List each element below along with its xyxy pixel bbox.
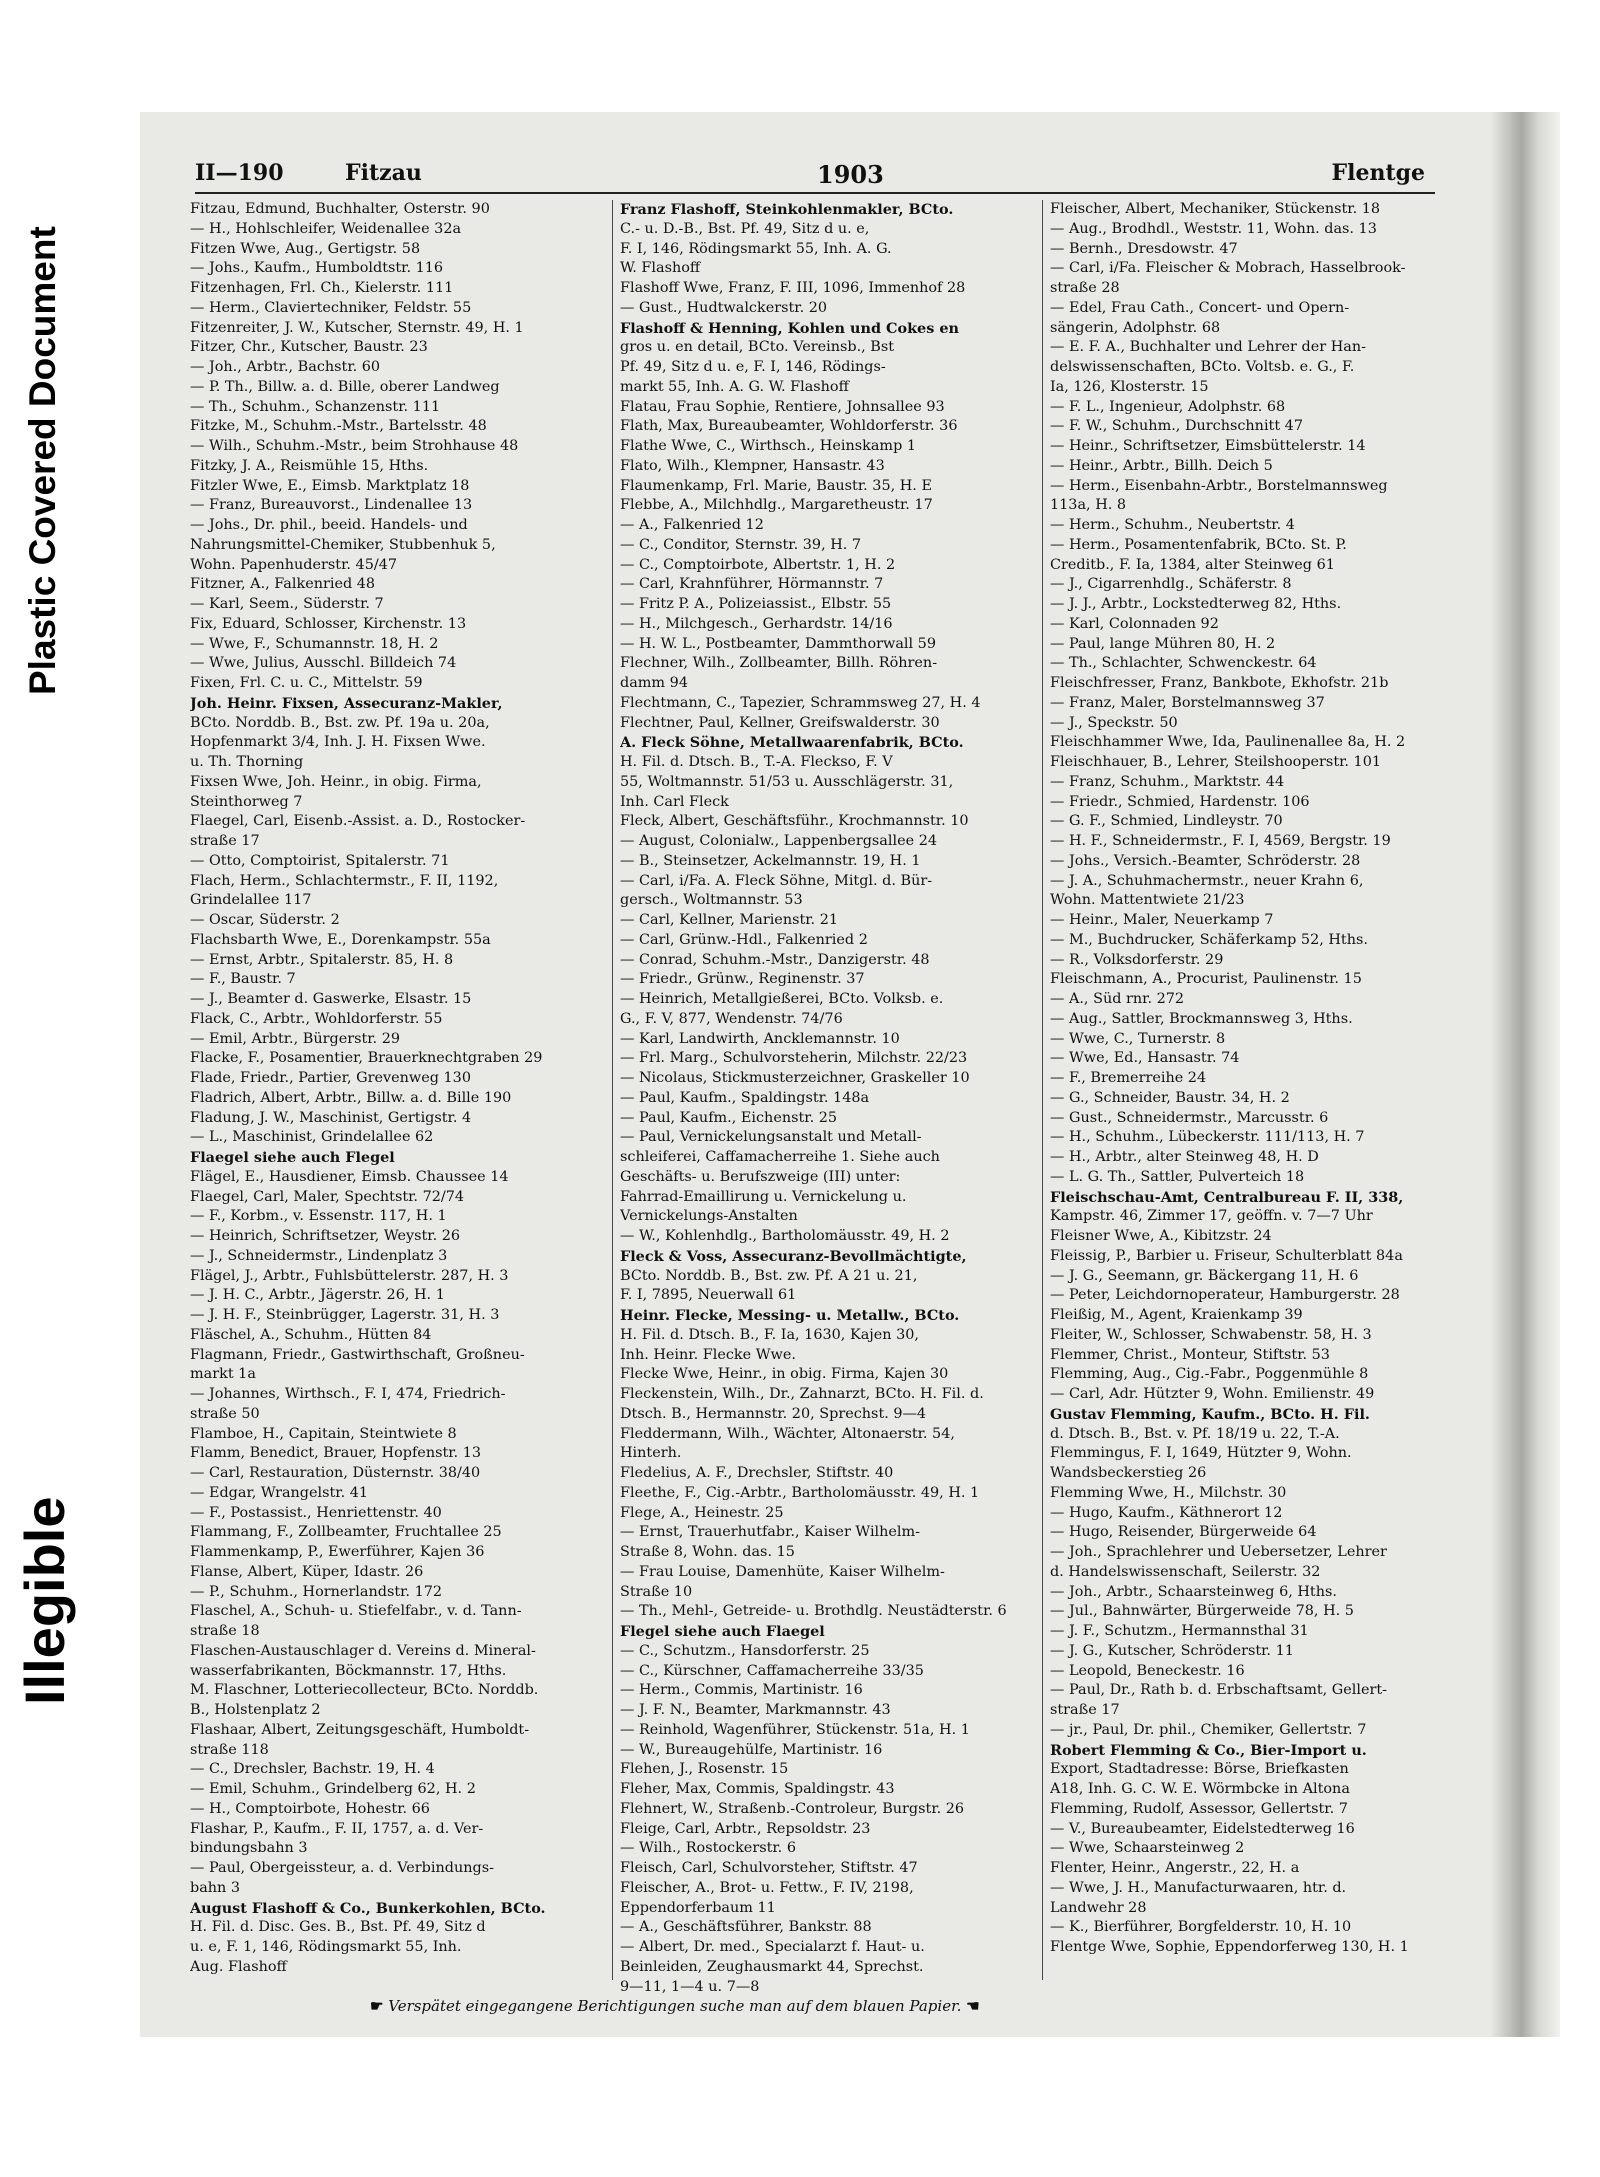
directory-entry: — Reinhold, Wagenführer, Stückenstr. 51a, H. 1 <box>620 1721 970 1738</box>
directory-entry: — C., Kürschner, Caffamacherreihe 33/35 <box>620 1662 924 1679</box>
directory-entry: — Wwe, C., Turnerstr. 8 <box>1050 1030 1226 1047</box>
directory-entry: — Jul., Bahnwärter, Bürgerweide 78, H. 5 <box>1050 1603 1354 1620</box>
directory-entry: Vernickelungs-Anstalten <box>620 1208 798 1225</box>
directory-entry: — J. F., Schutzm., Hermannsthal 31 <box>1050 1623 1309 1639</box>
directory-entry: Flashaar, Albert, Zeitungsgeschäft, Humboldt- <box>190 1721 530 1738</box>
directory-entry: gros u. en detail, BCto. Vereinsb., Bst <box>620 339 895 356</box>
directory-entry: — H., Schuhm., Lübeckerstr. 111/113, H. 7 <box>1050 1129 1365 1146</box>
directory-entry: Fitzenreiter, J. W., Kutscher, Sternstr. 49, H. 1 <box>190 319 524 336</box>
directory-page <box>140 112 1560 2037</box>
directory-entry: — Conrad, Schuhm.-Mstr., Danzigerstr. 48 <box>620 951 930 968</box>
directory-entry: Flagmann, Friedr., Gastwirthschaft, Großneu- <box>190 1346 525 1363</box>
directory-entry: Joh. Heinr. Fixsen, Assecuranz-Makler, <box>190 694 503 712</box>
directory-entry: — Carl, Adr. Hützter 9, Wohn. Emilienstr. 49 <box>1050 1386 1375 1402</box>
directory-entry: straße 17 <box>1050 1702 1120 1718</box>
directory-entry: bindungsbahn 3 <box>190 1840 308 1857</box>
directory-entry: Fitzner, A., Falkenried 48 <box>190 576 376 593</box>
directory-entry: — Bernh., Dresdowstr. 47 <box>1050 240 1238 257</box>
directory-entry: Flashoff Wwe, Franz, F. III, 1096, Immenhof 28 <box>620 280 966 296</box>
directory-entry: — Johannes, Wirthsch., F. I, 474, Friedrich- <box>190 1386 506 1402</box>
directory-entry: — Wwe, F., Schumannstr. 18, H. 2 <box>190 635 439 652</box>
directory-entry: Flemming, Aug., Cig.-Fabr., Poggenmühle 8 <box>1050 1366 1369 1383</box>
directory-entry: gersch., Woltmannstr. 53 <box>620 892 803 909</box>
directory-entry: — Franz, Bureauvorst., Lindenallee 13 <box>190 497 473 514</box>
directory-entry: — Oscar, Süderstr. 2 <box>190 912 340 928</box>
directory-entry: Flemming, Rudolf, Assessor, Gellertstr. 7 <box>1050 1800 1348 1817</box>
footer-notice <box>370 1997 1320 2015</box>
directory-entry: — Carl, Kellner, Marienstr. 21 <box>620 912 839 928</box>
directory-entry: Fitzer, Chr., Kutscher, Baustr. 23 <box>190 339 428 356</box>
directory-entry: — Wwe, Julius, Ausschl. Billdeich 74 <box>190 655 457 672</box>
column-3 <box>1050 200 1468 2000</box>
directory-entry: Flechner, Wilh., Zollbeamter, Billh. Röhren- <box>620 655 938 672</box>
directory-entry: Fleischer, Albert, Mechaniker, Stückenstr. 18 <box>1050 201 1381 217</box>
illegible-label: Illegible <box>13 1496 76 1705</box>
directory-entry: — A., Geschäftsführer, Bankstr. 88 <box>620 1919 872 1936</box>
directory-entry: — Heinrich, Schriftsetzer, Weystr. 26 <box>190 1228 461 1244</box>
directory-entry: Straße 10 <box>620 1583 693 1600</box>
directory-entry: — Aug., Brodhdl., Weststr. 11, Wohn. das. 13 <box>1050 220 1377 237</box>
directory-entry: — J. G., Seemann, gr. Bäckergang 11, H. 6 <box>1050 1267 1359 1284</box>
directory-entry: — Paul, Kaufm., Spaldingstr. 148a <box>620 1089 870 1106</box>
directory-entry: Franz Flashoff, Steinkohlenmakler, BCto. <box>620 201 954 218</box>
directory-entry: Fledelius, A. F., Drechsler, Stiftstr. 40 <box>620 1465 894 1481</box>
directory-entry: — F., Baustr. 7 <box>190 971 296 988</box>
directory-entry: — J. H. C., Arbtr., Jägerstr. 26, H. 1 <box>190 1287 445 1304</box>
directory-entry: Flashar, P., Kaufm., F. II, 1757, a. d. Ver- <box>190 1820 484 1837</box>
directory-entry: — Paul, Dr., Rath b. d. Erbschaftsamt, Gellert- <box>1050 1682 1388 1699</box>
directory-entry: Flebbe, A., Milchhdlg., Margaretheustr. 17 <box>620 497 933 514</box>
directory-entry: 113a, H. 8 <box>1050 497 1127 514</box>
directory-entry: — Fritz P. A., Polizeiassist., Elbstr. 55 <box>620 596 892 612</box>
directory-entry: wasserfabrikanten, Böckmannstr. 17, Hths. <box>190 1662 507 1679</box>
directory-entry: — R., Volksdorferstr. 29 <box>1050 951 1224 968</box>
directory-entry: — Carl, Restauration, Düsternstr. 38/40 <box>190 1465 481 1481</box>
directory-entry: Nahrungsmittel-Chemiker, Stubbenhuk 5, <box>190 536 496 553</box>
directory-entry: — H. F., Schneidermstr., F. I, 4569, Bergstr. 19 <box>1050 833 1391 849</box>
directory-entry: Inh. Heinr. Flecke Wwe. <box>620 1346 796 1363</box>
pointing-hand-icon: ☛ <box>370 1997 384 2015</box>
directory-entry: — Gust., Hudtwalckerstr. 20 <box>620 299 828 316</box>
directory-entry: markt 1a <box>190 1366 256 1383</box>
directory-entry: — A., Süd rnr. 272 <box>1050 991 1185 1007</box>
directory-entry: H. Fil. d. Dtsch. B., F. Ia, 1630, Kajen 30, <box>620 1326 919 1343</box>
directory-entry: — Wilh., Rostockerstr. 6 <box>620 1840 796 1857</box>
directory-entry: — E. F. A., Buchhalter und Lehrer der Han- <box>1050 339 1366 356</box>
directory-entry: Flashoff & Henning, Kohlen und Cokes en <box>620 319 959 337</box>
directory-entry: schleiferei, Caffamacherreihe 1. Siehe auch <box>620 1149 940 1165</box>
column-1 <box>190 200 608 2000</box>
directory-entry: Flaschen-Austauschlager d. Vereins d. Mineral- <box>190 1642 536 1659</box>
directory-entry: — Aug., Sattler, Brockmannsweg 3, Hths. <box>1050 1010 1353 1027</box>
directory-entry: Fleissig, P., Barbier u. Friseur, Schulterblatt 84a <box>1050 1247 1403 1264</box>
directory-entry: — Frau Louise, Damenhüte, Kaiser Wilhelm- <box>620 1563 945 1580</box>
directory-entry: Kampstr. 46, Zimmer 17, geöffn. v. 7—7 Uhr <box>1050 1208 1373 1225</box>
column-divider <box>612 200 613 1980</box>
directory-entry: Straße 8, Wohn. das. 15 <box>620 1544 795 1560</box>
directory-entry: — J. F. N., Beamter, Markmannstr. 43 <box>620 1702 891 1718</box>
directory-entry: Fitzler Wwe, E., Eimsb. Marktplatz 18 <box>190 477 470 494</box>
directory-entry: — Paul, Obergeissteur, a. d. Verbindungs- <box>190 1860 494 1876</box>
directory-entry: — Edel, Frau Cath., Concert- und Opern- <box>1050 299 1350 316</box>
directory-entry: Flehen, J., Rosenstr. 15 <box>620 1761 789 1778</box>
directory-entry: Inh. Carl Fleck <box>620 793 729 810</box>
directory-entry: Flechtner, Paul, Kellner, Greifswalderstr. 30 <box>620 714 940 731</box>
directory-entry: Wandsbeckerstieg 26 <box>1050 1465 1207 1481</box>
directory-entry: — Edgar, Wrangelstr. 41 <box>190 1484 369 1501</box>
directory-entry: Fitzau, Edmund, Buchhalter, Osterstr. 90 <box>190 201 490 217</box>
directory-entry: — Otto, Comptoirist, Spitalerstr. 71 <box>190 852 450 869</box>
directory-entry: Fläschel, A., Schuhm., Hütten 84 <box>190 1326 432 1343</box>
directory-entry: straße 17 <box>190 833 260 849</box>
directory-entry: Fleisner Wwe, A., Kibitzstr. 24 <box>1050 1228 1272 1244</box>
directory-entry: — F., Postassist., Henriettenstr. 40 <box>190 1504 442 1521</box>
directory-entry: Fleiter, W., Schlosser, Schwabenstr. 58, H. 3 <box>1050 1326 1372 1343</box>
column-divider <box>1042 200 1043 1980</box>
directory-entry: — Peter, Leichdornoperateur, Hamburgerstr. 28 <box>1050 1287 1400 1304</box>
directory-entry: — Paul, Kaufm., Eichenstr. 25 <box>620 1109 838 1126</box>
directory-entry: Flaumenkamp, Frl. Marie, Baustr. 35, H. E <box>620 477 932 494</box>
directory-entry: — Karl, Colonnaden 92 <box>1050 615 1219 632</box>
page-number: II—190 <box>195 160 284 186</box>
directory-entry: Wohn. Mattentwiete 21/23 <box>1050 892 1245 909</box>
directory-entry: — C., Drechsler, Bachstr. 19, H. 4 <box>190 1761 435 1778</box>
directory-entry: — Th., Schlachter, Schwenckestr. 64 <box>1050 655 1317 672</box>
directory-entry: — B., Steinsetzer, Ackelmannstr. 19, H. 1 <box>620 852 921 869</box>
directory-entry: — J., Beamter d. Gaswerke, Elsastr. 15 <box>190 991 472 1007</box>
directory-entry: — H. W. L., Postbeamter, Dammthorwall 59 <box>620 635 936 652</box>
directory-entry: — F., Korbm., v. Essenstr. 117, H. 1 <box>190 1208 447 1225</box>
directory-entry: Fitzke, M., Schuhm.-Mstr., Bartelsstr. 48 <box>190 418 487 435</box>
directory-entry: — Friedr., Schmied, Hardenstr. 106 <box>1050 793 1310 810</box>
directory-entry: Creditb., F. Ia, 1384, alter Steinweg 61 <box>1050 556 1335 573</box>
directory-entry: straße 18 <box>190 1623 260 1639</box>
directory-entry: Flammang, F., Zollbeamter, Fruchtallee 25 <box>190 1524 502 1541</box>
directory-entry: — L. G. Th., Sattler, Pulverteich 18 <box>1050 1168 1305 1185</box>
directory-entry: Heinr. Flecke, Messing- u. Metallw., BCto. <box>620 1307 960 1324</box>
directory-entry: — F., Bremerreihe 24 <box>1050 1070 1207 1086</box>
running-header <box>195 156 1425 192</box>
directory-entry: — H., Arbtr., alter Steinweg 48, H. D <box>1050 1149 1319 1165</box>
directory-entry: — Nicolaus, Stickmusterzeichner, Graskeller 10 <box>620 1070 970 1086</box>
directory-entry: — Herm., Claviertechniker, Feldstr. 55 <box>190 299 472 316</box>
directory-entry: — Herm., Posamentenfabrik, BCto. St. P. <box>1050 536 1347 553</box>
directory-entry: — Joh., Sprachlehrer und Uebersetzer, Lehrer <box>1050 1544 1387 1560</box>
directory-entry: straße 118 <box>190 1741 269 1758</box>
directory-entry: M. Flaschner, Lotteriecollecteur, BCto. Norddb. <box>190 1682 539 1699</box>
directory-entry: — Joh., Arbtr., Bachstr. 60 <box>190 359 381 375</box>
directory-entry: Flemmer, Christ., Monteur, Stiftstr. 53 <box>1050 1346 1330 1363</box>
directory-entry: Flaegel siehe auch Flegel <box>190 1149 395 1166</box>
directory-entry: — Franz, Maler, Borstelmannsweg 37 <box>1050 694 1325 711</box>
directory-entry: F. I, 146, Rödingsmarkt 55, Inh. A. G. <box>620 240 892 257</box>
directory-entry: Flatau, Frau Sophie, Rentiere, Johnsallee 93 <box>620 398 945 415</box>
directory-entry: W. Flashoff <box>620 260 701 277</box>
directory-entry: Robert Flemming & Co., Bier-Import u. <box>1050 1741 1367 1759</box>
directory-entry: — C., Schutzm., Hansdorferstr. 25 <box>620 1642 870 1659</box>
directory-entry: — J., Speckstr. 50 <box>1050 714 1178 731</box>
directory-entry: u. e, F. 1, 146, Rödingsmarkt 55, Inh. <box>190 1939 462 1955</box>
directory-entry: Flathe Wwe, C., Wirthsch., Heinskamp 1 <box>620 438 917 454</box>
directory-entry: markt 55, Inh. A. G. W. Flashoff <box>620 378 849 395</box>
directory-entry: — Hugo, Kaufm., Käthnerort 12 <box>1050 1504 1283 1521</box>
directory-entry: damm 94 <box>620 675 688 691</box>
directory-entry: — Paul, lange Mühren 80, H. 2 <box>1050 635 1276 652</box>
directory-entry: — August, Colonialw., Lappenbergsallee 24 <box>620 833 938 849</box>
directory-entry: Export, Stadtadresse: Börse, Briefkasten <box>1050 1761 1349 1778</box>
directory-entry: — K., Bierführer, Borgfelderstr. 10, H. 10 <box>1050 1919 1352 1936</box>
directory-entry: Fleck & Voss, Assecuranz-Bevollmächtigte, <box>620 1247 967 1265</box>
directory-entry: u. Th. Thorning <box>190 754 304 770</box>
directory-entry: Steinthorweg 7 <box>190 793 303 810</box>
directory-entry: Hinterh. <box>620 1445 682 1462</box>
directory-entry: A. Fleck Söhne, Metallwaarenfabrik, BCto. <box>620 734 964 752</box>
directory-entry: Flenter, Heinr., Angerstr., 22, H. a <box>1050 1860 1300 1876</box>
directory-entry: — P. Th., Billw. a. d. Bille, oberer Landweg <box>190 378 500 395</box>
directory-entry: — M., Buchdrucker, Schäferkamp 52, Hths. <box>1050 931 1368 948</box>
directory-entry: — Carl, i/Fa. A. Fleck Söhne, Mitgl. d. Bür- <box>620 872 933 889</box>
directory-entry: — G., Schneider, Baustr. 34, H. 2 <box>1050 1089 1290 1106</box>
directory-entry: Fladung, J. W., Maschinist, Gertigstr. 4 <box>190 1109 472 1126</box>
directory-entry: — G. F., Schmied, Lindleystr. 70 <box>1050 813 1283 830</box>
directory-entry: — Carl, Krahnführer, Hörmannstr. 7 <box>620 576 884 593</box>
scan-margin <box>0 0 140 2177</box>
directory-entry: Flachsbarth Wwe, E., Dorenkampstr. 55a <box>190 931 491 948</box>
directory-entry: Fleischmann, A., Procurist, Paulinenstr. 15 <box>1050 971 1362 988</box>
directory-entry: Flägel, J., Arbtr., Fuhlsbüttelerstr. 287, H. 3 <box>190 1267 509 1284</box>
directory-entry: F. I, 7895, Neuerwall 61 <box>620 1287 797 1304</box>
directory-entry: delswissenschaften, BCto. Voltsb. e. G., F. <box>1050 359 1355 375</box>
directory-entry: — Karl, Landwirth, Ancklemannstr. 10 <box>620 1030 900 1047</box>
directory-entry: 55, Woltmannstr. 51/53 u. Ausschlägerstr. 31, <box>620 773 954 790</box>
directory-entry: Flägel, E., Hausdiener, Eimsb. Chaussee 14 <box>190 1168 509 1185</box>
directory-entry: sängerin, Adolphstr. 68 <box>1050 319 1221 336</box>
directory-entry: Flamboe, H., Capitain, Steintwiete 8 <box>190 1425 457 1442</box>
directory-entry: Fahrrad-Emaillirung u. Vernickelung u. <box>620 1188 907 1205</box>
directory-entry: — Gust., Schneidermstr., Marcusstr. 6 <box>1050 1109 1329 1126</box>
directory-entry: — J. A., Schuhmachermstr., neuer Krahn 6, <box>1050 872 1364 889</box>
directory-entry: Fleischhammer Wwe, Ida, Paulinenallee 8a, H. 2 <box>1050 734 1406 751</box>
directory-entry: Fleethe, F., Cig.-Arbtr., Bartholomäusstr. 49, H. 1 <box>620 1484 980 1501</box>
directory-entry: — Carl, i/Fa. Fleischer & Mobrach, Hasselbrook- <box>1050 260 1406 277</box>
directory-entry: Flemmingus, F. I, 1649, Hützter 9, Wohn. <box>1050 1445 1352 1462</box>
directory-entry: — P., Schuhm., Hornerlandstr. 172 <box>190 1583 443 1600</box>
directory-entry: Flecke Wwe, Heinr., in obig. Firma, Kajen 30 <box>620 1366 949 1383</box>
directory-entry: — C., Conditor, Sternstr. 39, H. 7 <box>620 536 862 553</box>
directory-entry: — Leopold, Beneckestr. 16 <box>1050 1662 1245 1679</box>
directory-entry: — L., Maschinist, Grindelallee 62 <box>190 1129 434 1146</box>
directory-entry: 9—11, 1—4 u. 7—8 <box>620 1978 760 1995</box>
directory-entry: — C., Comptoirbote, Albertstr. 1, H. 2 <box>620 556 896 573</box>
directory-entry: Dtsch. B., Hermannstr. 20, Sprechst. 9—4 <box>620 1405 927 1422</box>
directory-entry: — jr., Paul, Dr. phil., Chemiker, Gellertstr. 7 <box>1050 1721 1367 1738</box>
directory-entry: — A., Falkenried 12 <box>620 517 764 533</box>
directory-entry: Fix, Eduard, Schlosser, Kirchenstr. 13 <box>190 615 467 632</box>
directory-entry: — Th., Mehl-, Getreide- u. Brothdlg. Neustädterstr. 6 <box>620 1603 1007 1620</box>
directory-entry: Eppendorferbaum 11 <box>620 1899 776 1916</box>
directory-entry: Flade, Friedr., Partier, Grevenweg 130 <box>190 1070 471 1086</box>
directory-entry: Aug. Flashoff <box>190 1958 287 1975</box>
directory-entry: Fleckenstein, Wilh., Dr., Zahnarzt, BCto. H. Fil. d. <box>620 1386 984 1402</box>
directory-entry: Fleischer, A., Brot- u. Fettw., F. IV, 2198, <box>620 1879 914 1896</box>
directory-entry: Fleischschau-Amt, Centralbureau F. II, 338, <box>1050 1188 1404 1206</box>
directory-entry: — F. W., Schuhm., Durchschnitt 47 <box>1050 418 1303 435</box>
directory-entry: BCto. Norddb. B., Bst. zw. Pf. A 21 u. 21, <box>620 1267 918 1284</box>
directory-entry: — Wwe, J. H., Manufacturwaaren, htr. d. <box>1050 1879 1347 1896</box>
directory-entry: Fleddermann, Wilh., Wächter, Altonaerstr. 54, <box>620 1425 955 1442</box>
directory-entry: Beinleiden, Zeughausmarkt 44, Sprechst. <box>620 1958 924 1975</box>
directory-entry: — Heinr., Schriftsetzer, Eimsbüttelerstr. 14 <box>1050 438 1366 454</box>
directory-entry: Flack, C., Arbtr., Wohldorferstr. 55 <box>190 1010 443 1027</box>
directory-entry: straße 28 <box>1050 280 1120 296</box>
directory-entry: — H., Comptoirbote, Hohestr. 66 <box>190 1800 430 1817</box>
directory-entry: Flehnert, W., Straßenb.-Controleur, Burgstr. 26 <box>620 1800 965 1817</box>
directory-entry: Fladrich, Albert, Arbtr., Billw. a. d. Bille 190 <box>190 1089 512 1106</box>
directory-entry: — Wwe, Ed., Hansastr. 74 <box>1050 1050 1240 1067</box>
directory-entry: — Emil, Arbtr., Bürgerstr. 29 <box>190 1030 401 1047</box>
last-entry-name: Flentge <box>1331 160 1425 186</box>
directory-entry: Fixen, Frl. C. u. C., Mittelstr. 59 <box>190 675 423 691</box>
directory-entry: — Franz, Schuhm., Marktstr. 44 <box>1050 773 1285 790</box>
directory-entry: — Karl, Seem., Süderstr. 7 <box>190 596 384 612</box>
directory-entry: Fleischhauer, B., Lehrer, Steilshooperstr. 101 <box>1050 754 1382 770</box>
directory-entry: — J., Schneidermstr., Lindenplatz 3 <box>190 1247 448 1264</box>
directory-entry: Fleher, Max, Commis, Spaldingstr. 43 <box>620 1781 895 1797</box>
directory-entry: Flentge Wwe, Sophie, Eppendorferweg 130, H. 1 <box>1050 1939 1409 1955</box>
directory-entry: — J. H. F., Steinbrügger, Lagerstr. 31, H. 3 <box>190 1307 500 1323</box>
directory-entry: Gustav Flemming, Kaufm., BCto. H. Fil. <box>1050 1405 1370 1423</box>
directory-entry: Flammenkamp, P., Ewerführer, Kajen 36 <box>190 1544 485 1560</box>
directory-entry: — Carl, Grünw.-Hdl., Falkenried 2 <box>620 931 868 948</box>
header-rule <box>195 192 1435 194</box>
directory-entry: Flato, Wilh., Klempner, Hansastr. 43 <box>620 457 885 474</box>
directory-year: 1903 <box>817 160 884 189</box>
directory-entry: C.- u. D.-B., Bst. Pf. 49, Sitz d u. e, <box>620 220 870 237</box>
directory-entry: August Flashoff & Co., Bunkerkohlen, BCto. <box>190 1899 546 1917</box>
directory-entry: A18, Inh. G. C. W. E. Wörmbcke in Altona <box>1050 1781 1350 1797</box>
directory-entry: Fitzen Wwe, Aug., Gertigstr. 58 <box>190 240 421 257</box>
directory-entry: Fleißig, M., Agent, Kraienkamp 39 <box>1050 1307 1303 1323</box>
directory-entry: Fleischfresser, Franz, Bankbote, Ekhofstr. 21b <box>1050 675 1389 691</box>
directory-entry: B., Holstenplatz 2 <box>190 1702 321 1718</box>
directory-entry: — Th., Schuhm., Schanzenstr. 111 <box>190 398 441 415</box>
directory-entry: — H., Hohlschleifer, Weidenallee 32a <box>190 220 462 237</box>
directory-entry: — Johs., Kaufm., Humboldtstr. 116 <box>190 260 444 277</box>
directory-entry: — W., Kohlenhdlg., Bartholomäusstr. 49, H. 2 <box>620 1228 950 1244</box>
directory-entry: Flegel siehe auch Flaegel <box>620 1623 825 1640</box>
directory-entry: Flege, A., Heinestr. 25 <box>620 1504 784 1521</box>
directory-entry: BCto. Norddb. B., Bst. zw. Pf. 19a u. 20a, <box>190 714 490 731</box>
directory-entry: Fleck, Albert, Geschäftsführ., Krochmannstr. 10 <box>620 813 969 830</box>
directory-entry: Flaegel, Carl, Maler, Spechtstr. 72/74 <box>190 1188 465 1205</box>
directory-entry: — Johs., Dr. phil., beeid. Handels- und <box>190 517 468 533</box>
directory-entry: Ia, 126, Klosterstr. 15 <box>1050 378 1209 395</box>
directory-entry: — Ernst, Trauerhutfabr., Kaiser Wilhelm- <box>620 1524 921 1541</box>
directory-entry: Fleisch, Carl, Schulvorsteher, Stiftstr. 47 <box>620 1860 918 1876</box>
directory-entry: Hopfenmarkt 3/4, Inh. J. H. Fixsen Wwe. <box>190 734 486 751</box>
directory-entry: Flacke, F., Posamentier, Brauerknechtgraben 29 <box>190 1050 543 1067</box>
directory-entry: — J., Cigarrenhdlg., Schäferstr. 8 <box>1050 576 1292 593</box>
directory-entry: Wohn. Papenhuderstr. 45/47 <box>190 556 398 573</box>
directory-entry: — Heinr., Arbtr., Billh. Deich 5 <box>1050 457 1273 474</box>
pointing-hand-icon: ☚ <box>966 1997 980 2015</box>
directory-entry: — Friedr., Grünw., Reginenstr. 37 <box>620 971 865 988</box>
directory-entry: Geschäfts- u. Berufszweige (III) unter: <box>620 1168 901 1185</box>
directory-entry: — J. J., Arbtr., Lockstedterweg 82, Hths. <box>1050 596 1342 612</box>
directory-entry: Fixsen Wwe, Joh. Heinr., in obig. Firma, <box>190 773 482 790</box>
directory-entry: Fitzky, J. A., Reismühle 15, Hths. <box>190 457 429 474</box>
directory-entry: straße 50 <box>190 1405 260 1422</box>
directory-entry: Flaschel, A., Schuh- u. Stiefelfabr., v. d. Tann- <box>190 1603 522 1620</box>
directory-entry: — Johs., Versich.-Beamter, Schröderstr. 28 <box>1050 852 1361 869</box>
directory-entry: — Heinrich, Metallgießerei, BCto. Volksb. e. <box>620 991 944 1007</box>
first-entry-name: Fitzau <box>345 160 422 186</box>
directory-entry: — Frl. Marg., Schulvorsteherin, Milchstr. 22/23 <box>620 1050 968 1067</box>
footer-text: Verspätet eingegangene Berichtigungen suche man auf dem blauen Papier. <box>388 1997 962 2015</box>
directory-entry: — F. L., Ingenieur, Adolphstr. 68 <box>1050 398 1286 415</box>
directory-entry: H. Fil. d. Disc. Ges. B., Bst. Pf. 49, Sitz d <box>190 1919 486 1936</box>
directory-entry: Fleige, Carl, Arbtr., Repsoldstr. 23 <box>620 1820 871 1837</box>
directory-entry: Flemming Wwe, H., Milchstr. 30 <box>1050 1484 1287 1501</box>
directory-entry: Flamm, Benedict, Brauer, Hopfenstr. 13 <box>190 1445 482 1462</box>
directory-entry: — Emil, Schuhm., Grindelberg 62, H. 2 <box>190 1781 476 1797</box>
directory-entry: — Wwe, Schaarsteinweg 2 <box>1050 1840 1245 1857</box>
directory-entry: G., F. V, 877, Wendenstr. 74/76 <box>620 1010 843 1027</box>
directory-entry: Fitzenhagen, Frl. Ch., Kielerstr. 111 <box>190 280 454 296</box>
directory-entry: — Albert, Dr. med., Specialarzt f. Haut- u. <box>620 1939 925 1955</box>
directory-entry: Landwehr 28 <box>1050 1899 1147 1916</box>
directory-entry: — Wilh., Schuhm.-Mstr., beim Strohhause 48 <box>190 438 519 454</box>
directory-entry: — Ernst, Arbtr., Spitalerstr. 85, H. 8 <box>190 951 454 968</box>
directory-entry: Flanse, Albert, Küper, Idastr. 26 <box>190 1563 424 1580</box>
directory-entry: Grindelallee 117 <box>190 892 312 909</box>
directory-entry: — H., Milchgesch., Gerhardstr. 14/16 <box>620 615 893 632</box>
directory-entry: Flath, Max, Bureaubeamter, Wohldorferstr. 36 <box>620 418 958 435</box>
directory-entry: — Herm., Eisenbahn-Arbtr., Borstelmannsweg <box>1050 477 1388 494</box>
directory-entry: — Hugo, Reisender, Bürgerweide 64 <box>1050 1524 1317 1541</box>
plastic-covered-label: Plastic Covered Document <box>22 226 63 695</box>
directory-entry: d. Dtsch. B., Bst. v. Pf. 18/19 u. 22, T.-A. <box>1050 1425 1340 1442</box>
directory-entry: Pf. 49, Sitz d u. e, F. I, 146, Rödings- <box>620 359 886 375</box>
directory-entry: Flechtmann, C., Tapezier, Schrammsweg 27, H. 4 <box>620 694 981 711</box>
directory-entry: — V., Bureaubeamter, Eidelstedterweg 16 <box>1050 1820 1355 1837</box>
directory-entry: d. Handelswissenschaft, Seilerstr. 32 <box>1050 1563 1321 1580</box>
directory-entry: — Herm., Commis, Martinistr. 16 <box>620 1682 863 1699</box>
directory-entry: — Joh., Arbtr., Schaarsteinweg 6, Hths. <box>1050 1583 1337 1600</box>
directory-entry: — W., Bureaugehülfe, Martinistr. 16 <box>620 1741 883 1758</box>
directory-entry: Flaegel, Carl, Eisenb.-Assist. a. D., Rostocker- <box>190 813 526 830</box>
directory-entry: — Heinr., Maler, Neuerkamp 7 <box>1050 912 1274 928</box>
directory-entry: Flach, Herm., Schlachtermstr., F. II, 1192, <box>190 872 499 889</box>
column-2 <box>620 200 1038 2000</box>
directory-entry: — Paul, Vernickelungsanstalt und Metall- <box>620 1129 922 1146</box>
page-binding-edge <box>1490 112 1560 2037</box>
directory-entry: bahn 3 <box>190 1879 241 1896</box>
directory-entry: — Herm., Schuhm., Neubertstr. 4 <box>1050 517 1295 533</box>
directory-entry: H. Fil. d. Dtsch. B., T.-A. Fleckso, F. V <box>620 754 893 770</box>
directory-entry: — J. G., Kutscher, Schröderstr. 11 <box>1050 1642 1294 1659</box>
